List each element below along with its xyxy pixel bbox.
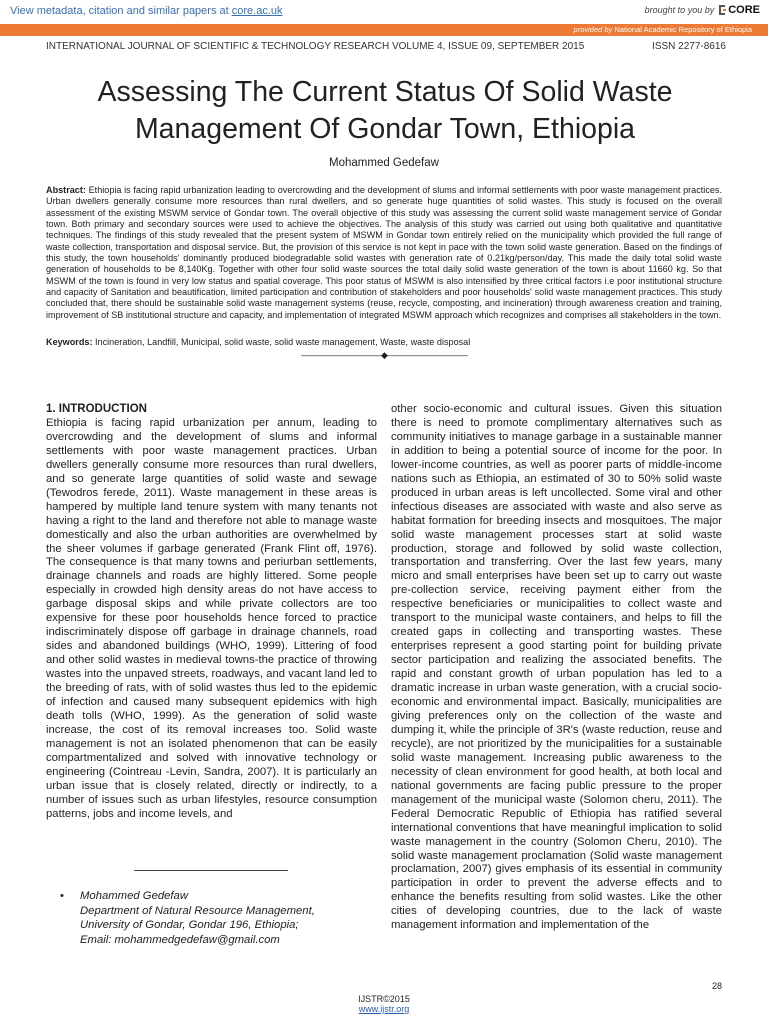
paper-title-line-1: Assessing The Current Status Of Solid Waste	[97, 76, 673, 108]
abstract	[46, 185, 722, 321]
provided-by-label: provided by	[573, 25, 613, 34]
journal-issn: ISSN 2277-8616	[652, 41, 726, 52]
core-logo-text: CORE	[728, 4, 760, 16]
journal-header	[46, 41, 726, 52]
footnote-rule	[134, 870, 288, 871]
abstract-text: Ethiopia is facing rapid urbanization leading to overcrowding and the development of slums and informal settlements with poor waste management practices. Urban dwellers generally consume more resources than rural dwellers, and so generate huge quantities of solid wastes. This study is focused on the overall assessment of the existing MSWM service of Gondar town. The overall objective of this study was assessing the current solid waste management service of Gondar town. Both primary and secondary sources were used to achieve the objectives. The analysis of this study was carried out using both qualitative and quantitative techniques. The findings of this study revealed that the present system of MSWM in Gondar town entirely relied on the municipality which provided the full range of waste collection, transportation and disposal service. But, the provision of this service is not kept in pace with the town solid waste generation. Based on the findings of this study, the town households' dominantly produced biodegradable solid wastes with generation rate of 0.21kg/person/day. This made the daily total solid waste generation of households to be 8,140Kg. Together with other four solid waste sources the total daily solid waste generation of the town is about 11660 kg. So that MSWM of the town is found in very low status and spatial coverage. This poor status of MSWM is also intensified by three critical factors i.e poor institutional structure and capacity of Sanitation and beautification, limited participation and contribution of stakeholders and poor households' solid waste management practices. This study concluded that, there should be sustainable solid waste management systems (reuse, recycle, composting, and incineration) through awareness creation and training, improvement of SB institutional structure and capacity, and implementation of integrated MSWM approach which recognizes and comprises all stakeholders in the town.	[46, 185, 723, 320]
paper-title	[40, 74, 730, 148]
footnote-bullet: •	[60, 890, 64, 902]
page-number: 28	[712, 981, 723, 991]
core-metadata-line	[10, 5, 283, 17]
footer-url[interactable]: www.ijstr.org	[358, 1004, 410, 1014]
body-left-column	[46, 403, 377, 822]
footnote-name: Mohammed Gedefaw	[80, 890, 188, 902]
paper-title-line-2: Management Of Gondar Town, Ethiopia	[134, 113, 636, 145]
left-column-text: Ethiopia is facing rapid urbanization per annum, leading to overcrowding and the development of slums and informal settlements with poor waste management practices. Urban dwellers generally consume more resources than rural dwellers, and so generate large quantities of solid waste and sewage (Tewodros ferede, 2011). Waste management in these areas is hampered by multiple land tenure system with many tenants not having a right to the land and therefore not able to manage waste domestically and also the urban authorities are overwhelmed by the sheer volumes if garbage generated (Frank Flint off, 1976). The consequence is that many towns and periurban settlements, drainage channels and roads are highly littered. Some people especially in crowded high density areas do not have access to garbage disposal skips and while private collectors are too expensive for these poor households hence forced to practice indiscriminately dispose off garbage in drainage channels, road sides and abandoned buildings (WHO, 1999). Littering of food and other solid wastes in medieval towns-the practice of throwing wastes into the unpaved streets, roadways, and vacant land led to the breeding of rats, with of solid wastes thus led to the epidemic of infection and caused many subsequent epidemics with high death tolls (WHO, 1999). As the generation of solid waste increase, the cost of its removal increases too. Solid waste management is not an isolated phenomenon that can be easily compartmentalized and solved with innovative technology or engineering (Cointreau -Levin, Sandra, 2007). It is particularly an urban issue that is closely related, directly or indirectly, to a number of issues such as urban lifestyles, resource consumption patterns, jobs and income levels, and	[46, 416, 377, 820]
core-logo[interactable]	[717, 4, 760, 16]
journal-title: INTERNATIONAL JOURNAL OF SCIENTIFIC & TECHNOLOGY RESEARCH VOLUME 4, ISSUE 09, SEPTEMBER 2015	[46, 41, 585, 52]
keywords-text: Incineration, Landfill, Municipal, solid waste, solid waste management, Waste, waste disposal	[95, 337, 471, 347]
footnote-university: University of Gondar, Gondar 196, Ethiopia;	[80, 919, 299, 931]
section-heading: 1. INTRODUCTION	[46, 403, 147, 415]
section-divider: ——————————◆——————————	[301, 350, 467, 360]
keywords-label: Keywords:	[46, 337, 93, 347]
abstract-label: Abstract:	[46, 185, 86, 195]
brought-to-you-by-text: brought to you by	[644, 5, 715, 15]
footnote-department: Department of Natural Resource Management,	[80, 904, 315, 917]
page-footer	[0, 994, 768, 1014]
keywords	[46, 337, 722, 347]
footer-copyright: IJSTR©2015	[358, 994, 410, 1004]
body-right-column	[391, 403, 722, 933]
author-footnote	[60, 889, 380, 947]
core-link[interactable]: core.ac.uk	[231, 5, 283, 17]
provider-text	[574, 25, 752, 34]
core-banner	[0, 0, 768, 24]
paper-author: Mohammed Gedefaw	[329, 157, 439, 169]
footnote-email: Email: mohammedgedefaw@gmail.com	[80, 933, 280, 946]
core-brought-by	[645, 4, 760, 16]
provider-name[interactable]: National Academic Repository of Ethiopia	[614, 25, 752, 34]
core-logo-icon	[717, 4, 727, 16]
core-metadata-text: View metadata, citation and similar papers at	[10, 5, 229, 17]
right-column-text: other socio-economic and cultural issues. Given this situation there is need to promote complimentary alternatives such as community initiatives to manage garbage in a sustainable manner in addition to being a potential source of income for the poor. In lower-income countries, as well as poorer parts of middle-income nations such as Ethiopia, an estimated of 30 to 50% solid waste produced in urban areas is left uncollected. Some viral and other infectious diseases are associated with waste and also serve as habitat formation for breeding insects and mosquitoes. The major solid waste management processes start at solid waste production, storage and followed by solid waste collection, transportation and transferring. Over the last few years, many micro and small enterprises have been set up to carry out waste pre-collection service, receiving payment either from the respective beneficiaries or municipalities to collect waste and transport to the municipal waste containers, and helps to fill the created gaps in collecting and transporting wastes. These enterprises represent a good starting point for building private sector participation and realizing the associated benefits. The rapid and constant growth of urban population has led to a dramatic increase in urban waste generation, with a crucial socio-economic and environmental impact. Basically, municipalities are giving preferences only on the collection of the waste and dumping it, while the principle of 3R's (waste reduction, reuse and recycle), are not prioritized by the municipalities for a sustainable solid waste management. Increasing public awareness to the necessity of clean environment for good health, at both local and national governments are facing public pressure to the proper management of the municipal waste (Solomon cheru, 2011). The Federal Democratic Republic of Ethiopia has ratified several international conventions that have meaningful implication to solid waste management in the country (Solomon Cheru, 2010). The solid waste management proclamation (Solid waste management proclamation, 2007) gives emphasis of its essential in community participation in order to prevent the adverse effects and to enhance the benefits resulting from solid wastes. Like the other cities of developing countries, due to the lack of waste management information and implementation of the	[391, 403, 722, 932]
provider-bar	[0, 24, 768, 36]
